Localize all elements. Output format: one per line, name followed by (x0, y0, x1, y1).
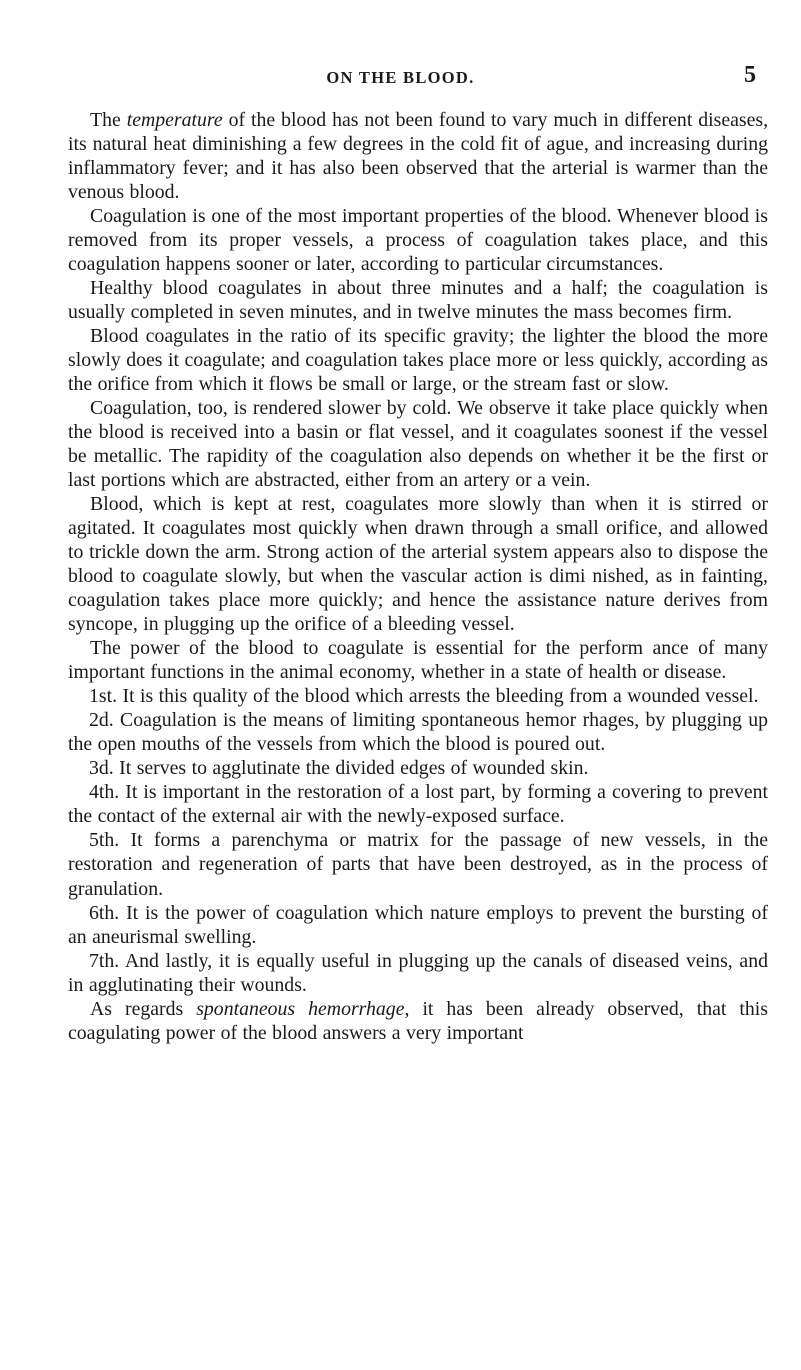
numbered-paragraph (68, 828, 768, 900)
body-text (68, 108, 768, 1045)
numbered-paragraph (68, 949, 768, 997)
text-run: Blood, which is kept at rest, coagulates more slowly than when it is stirred or agitated. It coagulates most quickly when drawn through a small orifice, and allowed to trickle down the arm. Strong action of the arterial system appears also to dispose the blood to coagulate slowly, but when the vascular action is dimi nished, as in fainting, coagulation takes place more quickly; and hence the assistance nature derives from syncope, in plugging up the orifice of a bleeding vessel. (68, 493, 768, 636)
italic-term: spontaneous hemorrhage (196, 997, 405, 1020)
numbered-paragraph (68, 708, 768, 756)
text-run: Coagulation, too, is rendered slower by cold. We observe it take place quickly when the blood is received into a basin or flat vessel, and it coagulates soonest if the vessel be metallic. The rapidity of the coagulation also depends on whether it be the first or last portions which are abstracted, either from an artery or a vein. (68, 397, 768, 492)
text-run: Healthy blood coagulates in about three minutes and a half; the coagulation is usually completed in seven minutes, and in twelve minutes the mass becomes firm. (68, 277, 768, 324)
text-run: Coagulation is one of the most important properties of the blood. Whenever blood is removed from its proper vessels, a process of coagulation takes place, and this coagulation happens sooner or later, according to particular circumstances. (68, 205, 768, 276)
running-title: ON THE BLOOD. (326, 68, 475, 87)
paragraph (68, 492, 768, 636)
text-run: The power of the blood to coagulate is essential for the perform ance of many important functions in the animal economy, whether in a state of health or disease. (68, 637, 768, 684)
text-run: 4th. It is important in the restoration of a lost part, by forming a covering to prevent the contact of the external air with the newly-exposed surface. (68, 781, 768, 828)
paragraph (68, 204, 768, 276)
numbered-paragraph (68, 780, 768, 828)
paragraph (68, 997, 768, 1045)
text-run: As regards (90, 997, 197, 1020)
text-run: 6th. It is the power of coagulation which nature employs to prevent the bursting of an aneurismal swelling. (68, 901, 768, 948)
text-run: of the blood has not been found to vary much in different diseases, its natural heat diminishing a few degrees in the cold fit of ague, and increasing during inflammatory fever; and it has also been observed that the arterial is warmer than the venous blood. (68, 109, 769, 204)
paragraph (68, 396, 768, 492)
text-run: 7th. And lastly, it is equally useful in plugging up the canals of diseased veins, and in agglutinating their wounds. (68, 949, 768, 996)
running-head (0, 62, 801, 92)
paragraph (68, 108, 768, 204)
numbered-paragraph (68, 901, 768, 949)
text-run: Blood coagulates in the ratio of its specific gravity; the lighter the blood the more slowly does it coagulate; and coagulation takes place more or less quickly, according as the orifice from which it flows be small or large, or the stream fast or slow. (68, 325, 768, 396)
paragraph (68, 276, 768, 324)
paragraph (68, 324, 768, 396)
text-run: The (90, 109, 127, 131)
numbered-paragraph (68, 756, 768, 780)
text-run: 2d. Coagulation is the means of limiting spontaneous hemor rhages, by plugging up the open mouths of the vessels from which the blood is poured out. (68, 709, 768, 756)
text-run: , it has been already observed, that this coagulating power of the blood answers a very important (68, 997, 768, 1044)
numbered-paragraph (68, 684, 768, 708)
page-number: 5 (744, 62, 756, 88)
text-run: 3d. It serves to agglutinate the divided edges of wounded skin. (89, 757, 589, 780)
text-run: 5th. It forms a parenchyma or matrix for the passage of new vessels, in the restoration and regeneration of parts that have been destroyed, as in the process of granulation. (68, 829, 768, 900)
text-run: 1st. It is this quality of the blood which arrests the bleeding from a wounded vessel. (89, 685, 759, 708)
italic-term: temperature (126, 109, 223, 131)
paragraph (68, 636, 768, 684)
